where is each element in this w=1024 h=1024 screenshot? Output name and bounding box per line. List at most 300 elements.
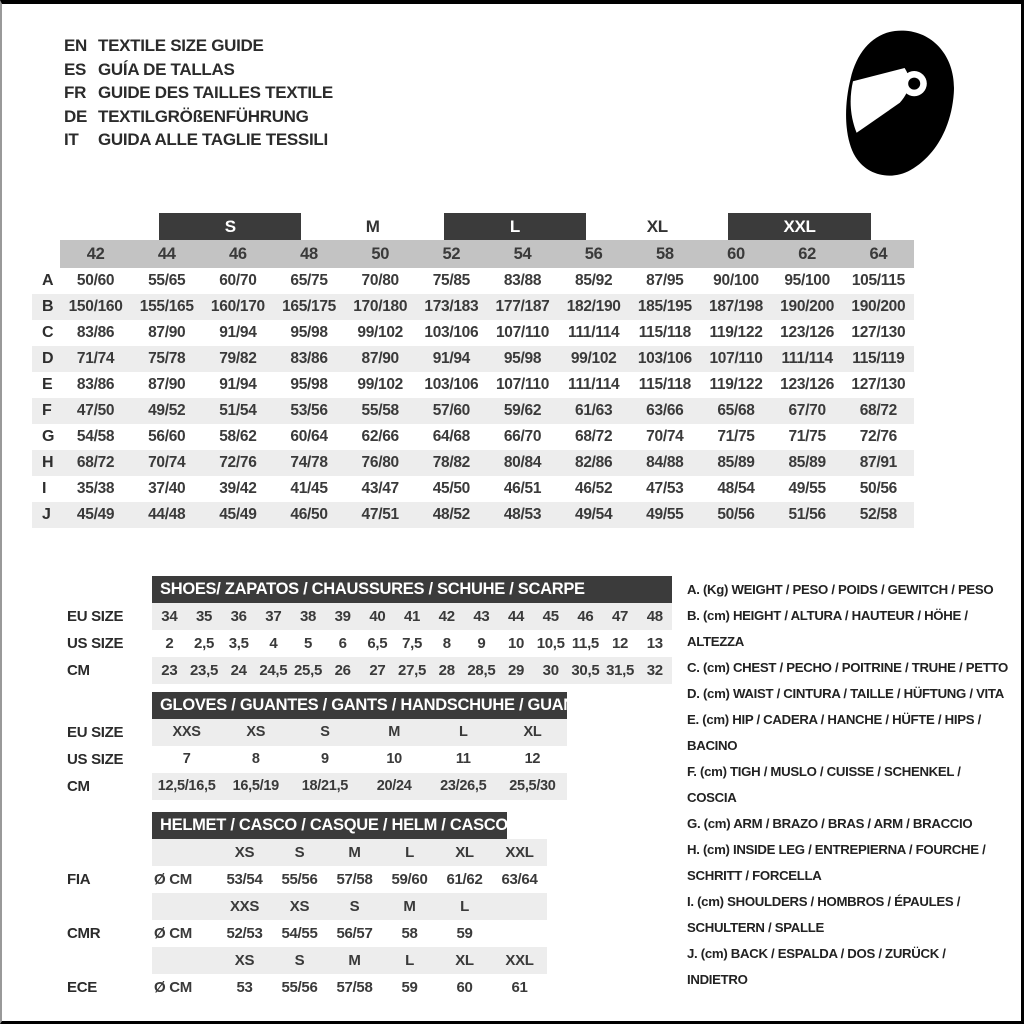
- corner-cell: [32, 240, 60, 268]
- measure-cell: 64/68: [432, 428, 470, 445]
- value-cell: 8: [442, 635, 451, 652]
- measure-cell: 53/56: [273, 398, 344, 424]
- size-group-label: XL: [646, 216, 668, 236]
- language-en: [64, 34, 333, 58]
- language-fr: [64, 81, 333, 105]
- measure-cell: 87/91: [843, 450, 914, 476]
- row-values: [152, 603, 672, 630]
- helmet-rows: [67, 839, 547, 1001]
- helmet-sizes: [217, 920, 547, 947]
- row-values: [152, 657, 672, 684]
- value-cell: 42: [438, 608, 455, 625]
- measure-cell: 177/187: [487, 294, 558, 320]
- value-cell: 16,5/19: [232, 778, 279, 794]
- value-cell: 13: [646, 635, 663, 652]
- value-cell: 54/55: [281, 925, 318, 942]
- language-title: TEXTILE SIZE GUIDE: [98, 36, 264, 55]
- value-cell: 6,5: [367, 635, 388, 652]
- measure-cell: 75/78: [131, 346, 202, 372]
- measure-cell: 160/170: [202, 294, 273, 320]
- measure-cell: 155/165: [131, 294, 202, 320]
- value-cell: 43: [473, 608, 490, 625]
- helmet-sizes: [217, 974, 547, 1001]
- measure-cell: 71/75: [717, 428, 755, 445]
- measure-cell: 111/114: [772, 346, 843, 372]
- measure-cell: 111/114: [567, 324, 620, 341]
- measure-cell: 45/49: [202, 502, 273, 528]
- measure-cell: 75/85: [432, 272, 470, 289]
- measure-cell: 45/49: [60, 502, 131, 528]
- shoes-rows: [67, 603, 672, 684]
- value-cell: 11,5: [571, 635, 599, 652]
- size-group-label: M: [365, 216, 380, 236]
- measure-cell: 85/92: [575, 272, 613, 289]
- row-label: E: [42, 376, 53, 393]
- value-cell: 60: [456, 979, 473, 996]
- value-cell: 28: [438, 662, 455, 679]
- value-cell: 61/62: [446, 871, 483, 888]
- value-cell: S: [320, 724, 330, 740]
- gloves-row-cm: [67, 773, 567, 800]
- row-label: [67, 947, 152, 974]
- row-label: H: [32, 450, 60, 476]
- measure-cell: 61/63: [558, 398, 629, 424]
- row-values: [152, 839, 547, 866]
- measure-cell: 48/54: [717, 480, 755, 497]
- legend: [687, 577, 1009, 993]
- measure-cell: 190/200: [772, 294, 843, 320]
- value-cell: 36: [230, 608, 247, 625]
- measure-cell: 95/98: [290, 376, 328, 393]
- value-cell: 23: [161, 662, 178, 679]
- value-cell: XS: [234, 844, 255, 861]
- value-cell: S: [349, 898, 360, 915]
- value-cell: 23,5: [190, 662, 218, 679]
- measure-row-e: [32, 372, 914, 398]
- value-cell: XXL: [505, 952, 534, 969]
- language-de: [64, 105, 333, 129]
- row-values: [152, 773, 567, 800]
- value-cell: L: [405, 844, 414, 861]
- measure-cell: 127/130: [851, 376, 906, 393]
- helmet-sizes: [217, 866, 547, 893]
- measure-cell: 59/62: [487, 398, 558, 424]
- row-label: F: [32, 398, 60, 424]
- group-header-row: [32, 212, 914, 240]
- measure-cell: 56/60: [148, 428, 186, 445]
- value-cell: 18/21,5: [301, 778, 349, 794]
- row-label: CMR: [67, 925, 101, 942]
- measure-cell: 99/102: [357, 324, 403, 341]
- measure-cell: 95/98: [487, 346, 558, 372]
- measure-cell: 58/62: [219, 428, 257, 445]
- helmet-row-fia: [67, 866, 547, 893]
- measure-cell: 50/60: [76, 272, 115, 289]
- row-label: FIA: [67, 871, 91, 888]
- size-58: 58: [629, 240, 700, 268]
- language-title: TEXTILGRÖßENFÜHRUNG: [98, 106, 309, 126]
- value-cell: 58: [401, 925, 418, 942]
- value-cell: 11: [455, 751, 471, 767]
- row-label: D: [32, 346, 60, 372]
- measure-cell: 54/58: [76, 428, 115, 445]
- value-cell: M: [348, 844, 361, 861]
- legend-item-d: D. (cm) WAIST / CINTURA / TAILLE / HÜFTUNG / VITA: [687, 686, 1004, 701]
- size-group-label: S: [159, 213, 301, 240]
- measure-cell: 72/76: [202, 450, 273, 476]
- value-cell: 9: [321, 751, 329, 767]
- measure-cell: 74/78: [273, 450, 344, 476]
- measure-cell: 91/94: [219, 376, 257, 393]
- value-cell: 56/57: [336, 925, 373, 942]
- measure-cell: 68/72: [60, 450, 131, 476]
- row-label: B: [32, 294, 60, 320]
- value-cell: 3,5: [228, 635, 249, 652]
- measure-cell: 47/51: [345, 502, 416, 528]
- measure-cell: 41/45: [290, 480, 328, 497]
- value-cell: [492, 920, 547, 947]
- measure-cell: 115/118: [638, 324, 691, 341]
- value-cell: 45: [542, 608, 559, 625]
- row-label: [67, 893, 152, 920]
- legend-item-f: F. (cm) TIGH / MUSLO / CUISSE / SCHENKEL / COSCIA: [687, 764, 961, 805]
- row-label: US SIZE: [67, 635, 124, 652]
- main-size-table-body: [32, 212, 914, 528]
- value-cell: XL: [523, 724, 542, 740]
- value-cell: 37: [265, 608, 282, 625]
- unit-label: [152, 893, 217, 920]
- gloves-rows: [67, 719, 567, 800]
- measure-cell: 170/180: [345, 294, 416, 320]
- value-cell: 57/58: [336, 871, 373, 888]
- row-label: G: [42, 428, 55, 445]
- value-cell: L: [405, 952, 414, 969]
- language-list: [64, 34, 333, 152]
- helmet-sizes: [217, 893, 547, 920]
- value-cell: XS: [289, 898, 310, 915]
- value-cell: 40: [369, 608, 386, 625]
- shoes-row-us-size: [67, 630, 672, 657]
- measure-cell: 123/126: [780, 376, 835, 393]
- value-cell: 53/54: [226, 871, 263, 888]
- measure-cell: 47/50: [60, 398, 131, 424]
- value-cell: 52/53: [226, 925, 263, 942]
- measure-cell: 46/51: [503, 480, 542, 497]
- shoes-section: [67, 576, 672, 684]
- size-42: 42: [60, 240, 131, 268]
- measure-cell: 43/47: [361, 480, 399, 497]
- measure-cell: 83/88: [503, 272, 542, 289]
- value-cell: M: [388, 724, 400, 740]
- legend-item-c: C. (cm) CHEST / PECHO / POITRINE / TRUHE / PETTO: [687, 660, 1008, 675]
- measure-cell: 127/130: [851, 324, 906, 341]
- language-code: IT: [64, 130, 79, 149]
- value-cell: 61: [511, 979, 528, 996]
- value-cell: 28,5: [467, 662, 496, 679]
- measure-cell: 48/53: [487, 502, 558, 528]
- helmet-section: [67, 812, 547, 1001]
- measure-cell: 80/84: [487, 450, 558, 476]
- row-label: [67, 839, 152, 866]
- measure-cell: 107/110: [700, 346, 771, 372]
- measure-row-b: [32, 294, 914, 320]
- measure-cell: 35/38: [76, 480, 115, 497]
- size-62: 62: [772, 240, 843, 268]
- size-group-s: [131, 212, 273, 240]
- measure-cell: 123/126: [780, 324, 835, 341]
- row-label: EU SIZE: [67, 608, 124, 625]
- unit-label: [152, 947, 217, 974]
- measure-cell: 95/100: [784, 272, 830, 289]
- measure-cell: 87/95: [646, 272, 684, 289]
- measure-cell: 60/70: [219, 272, 257, 289]
- measure-cell: 119/122: [709, 376, 763, 393]
- measure-cell: 72/76: [859, 428, 897, 445]
- measure-cell: 39/42: [219, 480, 257, 497]
- value-cell: 25,5: [294, 662, 323, 679]
- value-cell: 2: [165, 635, 174, 652]
- row-values: [152, 947, 547, 974]
- measure-cell: 50/56: [700, 502, 771, 528]
- value-cell: 2,5: [194, 635, 214, 652]
- measure-cell: 83/86: [76, 324, 115, 341]
- value-cell: 44: [508, 608, 525, 625]
- value-cell: L: [458, 724, 468, 740]
- value-cell: 47: [612, 608, 629, 625]
- value-cell: 10: [508, 635, 525, 652]
- measure-cell: 49/55: [629, 502, 700, 528]
- value-cell: 31,5: [606, 662, 635, 679]
- value-cell: 23/26,5: [440, 778, 487, 794]
- measure-cell: 87/90: [148, 324, 186, 341]
- size-48: 48: [273, 240, 344, 268]
- value-cell: 20/24: [376, 778, 412, 794]
- value-cell: XL: [455, 952, 474, 969]
- measure-row-i: [32, 476, 914, 502]
- measure-cell: 50/56: [859, 480, 897, 497]
- measure-row-d: [32, 346, 914, 372]
- measure-row-c: [32, 320, 914, 346]
- gloves-title: GLOVES / GUANTES / GANTS / HANDSCHUHE / GUANTI: [152, 692, 567, 719]
- measure-cell: 52/58: [843, 502, 914, 528]
- value-cell: 63/64: [501, 871, 538, 888]
- size-54: 54: [487, 240, 558, 268]
- helmet-row-ece: [67, 974, 547, 1001]
- value-cell: 8: [251, 751, 260, 767]
- measure-cell: 95/98: [290, 324, 328, 341]
- measure-cell: 185/195: [629, 294, 700, 320]
- measure-cell: 91/94: [416, 346, 487, 372]
- measure-cell: 115/119: [843, 346, 914, 372]
- measure-cell: 51/54: [202, 398, 273, 424]
- helmet-title: HELMET / CASCO / CASQUE / HELM / CASCO: [152, 812, 507, 839]
- value-cell: 7: [182, 751, 191, 767]
- measure-cell: 70/74: [646, 428, 684, 445]
- measure-cell: 68/72: [843, 398, 914, 424]
- value-cell: XXS: [172, 724, 201, 740]
- measure-cell: 99/102: [357, 376, 403, 393]
- measure-cell: 70/80: [361, 272, 399, 289]
- value-cell: XL: [455, 844, 474, 861]
- row-label: I: [42, 480, 47, 497]
- value-cell: 57/58: [336, 979, 373, 996]
- measure-cell: 70/74: [131, 450, 202, 476]
- measure-cell: 82/86: [558, 450, 629, 476]
- value-cell: XS: [246, 724, 266, 740]
- legend-item-e: E. (cm) HIP / CADERA / HANCHE / HÜFTE / HIPS / BACINO: [687, 712, 981, 753]
- unit-label: Ø CM: [154, 871, 192, 888]
- value-cell: 25,5/30: [509, 778, 556, 794]
- measure-cell: 87/90: [148, 376, 186, 393]
- measure-cell: 150/160: [60, 294, 131, 320]
- measure-cell: 71/75: [788, 428, 826, 445]
- unit-label: [152, 839, 217, 866]
- value-cell: 29: [508, 662, 525, 679]
- measure-cell: 90/100: [713, 272, 759, 289]
- shoes-row-eu-size: [67, 603, 672, 630]
- measure-cell: 62/66: [361, 428, 399, 445]
- shoes-title: SHOES/ ZAPATOS / CHAUSSURES / SCHUHE / SCARPE: [152, 576, 672, 603]
- value-cell: 24: [230, 662, 247, 679]
- measure-cell: 85/89: [772, 450, 843, 476]
- size-64: 64: [843, 240, 914, 268]
- value-cell: 30: [542, 662, 559, 679]
- value-cell: 55/56: [281, 871, 318, 888]
- measure-cell: 66/70: [503, 428, 542, 445]
- helmet-row-cmr: [67, 920, 547, 947]
- value-cell: M: [403, 898, 416, 915]
- language-es: [64, 58, 333, 82]
- size-group-label: XXL: [728, 213, 870, 240]
- value-cell: 12: [524, 751, 541, 767]
- measure-cell: 46/52: [575, 480, 613, 497]
- value-cell: XS: [234, 952, 255, 969]
- size-number-row: [32, 240, 914, 268]
- row-label: J: [32, 502, 60, 528]
- value-cell: 26: [334, 662, 351, 679]
- row-label: EU SIZE: [67, 724, 124, 741]
- helmet-sizes: [217, 947, 547, 974]
- measure-cell: 49/55: [788, 480, 826, 497]
- helmet-size-header-row: [67, 947, 547, 974]
- row-label: CM: [67, 778, 90, 795]
- row-label: C: [42, 324, 54, 341]
- helmet-sizes: [217, 839, 547, 866]
- gloves-section: [67, 692, 589, 800]
- language-code: FR: [64, 83, 87, 102]
- measure-cell: 87/90: [345, 346, 416, 372]
- value-cell: 38: [299, 608, 317, 625]
- legend-item-j: J. (cm) BACK / ESPALDA / DOS / ZURÜCK / INDIETRO: [687, 946, 946, 987]
- measure-cell: 55/65: [148, 272, 186, 289]
- value-cell: 46: [577, 608, 594, 625]
- size-group-spacer: [32, 212, 131, 240]
- measure-cell: 65/68: [700, 398, 771, 424]
- measure-cell: 71/74: [60, 346, 131, 372]
- measure-row-h: [32, 450, 914, 476]
- size-56: 56: [558, 240, 629, 268]
- measure-row-f: [32, 398, 914, 424]
- value-cell: 12,5/16,5: [157, 778, 216, 794]
- measure-cell: 83/86: [76, 376, 115, 393]
- value-cell: 7,5: [402, 635, 423, 652]
- value-cell: 4: [269, 635, 278, 652]
- measure-cell: 165/175: [273, 294, 344, 320]
- gloves-row-eu-size: [67, 719, 567, 746]
- measure-cell: 60/64: [290, 428, 328, 445]
- legend-item-a: A. (Kg) WEIGHT / PESO / POIDS / GEWITCH / PESO: [687, 582, 994, 597]
- measure-cell: 65/75: [290, 272, 328, 289]
- measure-cell: 68/72: [575, 428, 613, 445]
- measure-cell: 111/114: [567, 376, 620, 393]
- measure-row-g: [32, 424, 914, 450]
- size-44: 44: [131, 240, 202, 268]
- row-label: US SIZE: [67, 751, 124, 768]
- shoes-row-cm: [67, 657, 672, 684]
- size-52: 52: [416, 240, 487, 268]
- value-cell: 39: [334, 608, 351, 625]
- value-cell: 10,5: [536, 635, 565, 652]
- value-cell: 30,5: [571, 662, 600, 679]
- measure-cell: 83/86: [273, 346, 344, 372]
- unit-label: Ø CM: [154, 979, 192, 996]
- measure-cell: 45/50: [432, 480, 470, 497]
- measure-cell: 47/53: [646, 480, 684, 497]
- value-cell: [492, 893, 547, 920]
- size-46: 46: [202, 240, 273, 268]
- value-cell: 48: [646, 608, 663, 625]
- helmet-size-header-row: [67, 839, 547, 866]
- value-cell: 6: [338, 635, 347, 652]
- language-code: EN: [64, 36, 88, 55]
- measure-cell: 48/52: [416, 502, 487, 528]
- legend-item-b: B. (cm) HEIGHT / ALTURA / HAUTEUR / HÖHE / ALTEZZA: [687, 608, 968, 649]
- size-group-label: L: [444, 213, 586, 240]
- measure-cell: 67/70: [772, 398, 843, 424]
- racing-helmet-icon: [841, 28, 961, 180]
- measure-cell: 79/82: [202, 346, 273, 372]
- measure-cell: 37/40: [148, 480, 186, 497]
- row-label: ECE: [67, 979, 97, 996]
- measure-cell: 63/66: [629, 398, 700, 424]
- measure-cell: 46/50: [273, 502, 344, 528]
- language-code: DE: [64, 106, 88, 126]
- measure-cell: 187/198: [700, 294, 771, 320]
- measure-cell: 115/118: [638, 376, 691, 393]
- measure-cell: 49/52: [131, 398, 202, 424]
- size-50: 50: [345, 240, 416, 268]
- value-cell: 24,5: [259, 662, 288, 679]
- value-cell: L: [460, 898, 469, 915]
- row-values: [152, 719, 567, 746]
- language-it: [64, 128, 333, 152]
- value-cell: 32: [646, 662, 663, 679]
- measure-cell: 182/190: [558, 294, 629, 320]
- language-title: GUÍA DE TALLAS: [98, 59, 235, 79]
- value-cell: M: [348, 952, 361, 969]
- measure-cell: 91/94: [219, 324, 257, 341]
- measure-cell: 99/102: [558, 346, 629, 372]
- measure-cell: 49/54: [558, 502, 629, 528]
- measure-cell: 105/115: [851, 272, 905, 289]
- language-code: ES: [64, 59, 87, 79]
- value-cell: 59: [401, 979, 418, 996]
- value-cell: S: [294, 952, 305, 969]
- value-cell: 59/60: [391, 871, 428, 888]
- measure-cell: 103/106: [424, 324, 479, 341]
- value-cell: 34: [161, 608, 178, 625]
- helmet-size-header-row: [67, 893, 547, 920]
